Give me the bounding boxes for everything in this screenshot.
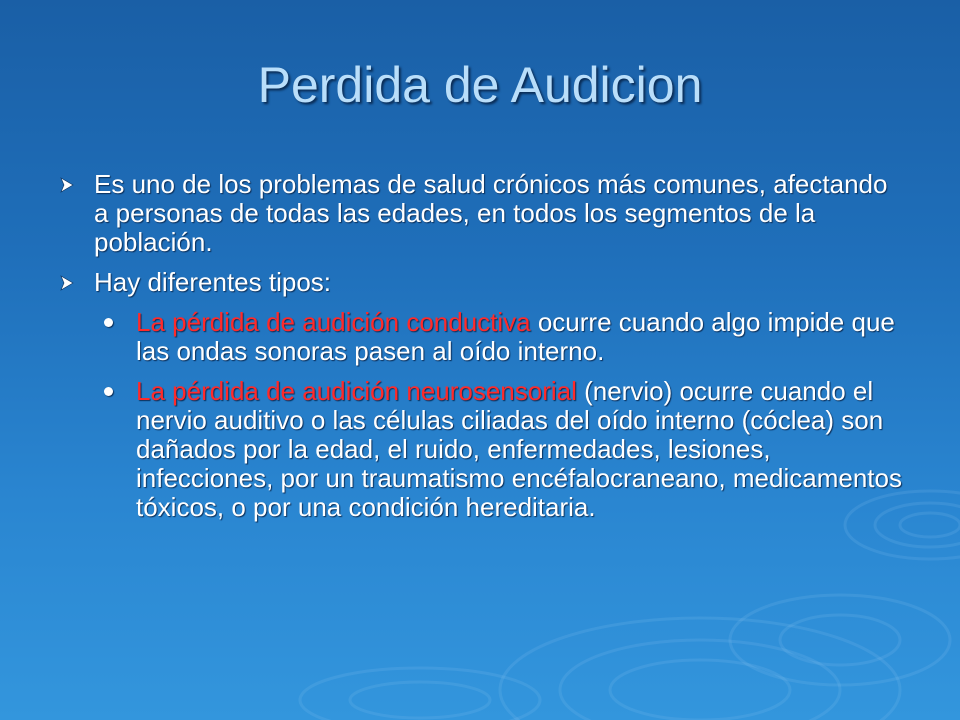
dot-icon (104, 387, 113, 396)
sub-bullet-item (102, 377, 908, 522)
sub-bullet-text: ocurre cuando algo impide que las ondas sonoras pasen al oído interno. (136, 307, 895, 366)
arrow-right-icon (58, 274, 76, 292)
sub-bullet-item (102, 308, 908, 366)
bullet-text: Hay diferentes tipos: (94, 267, 332, 297)
dot-icon (104, 318, 113, 327)
bullet-item (58, 268, 908, 297)
arrow-right-icon (58, 176, 76, 194)
slide-body (58, 170, 908, 533)
bullet-text: Es uno de los problemas de salud crónicos más comunes, afectando a personas de todas las edades, en todos los segmentos de la población. (94, 169, 888, 257)
bullet-item (58, 170, 908, 257)
sub-bullet-text: (nervio) ocurre cuando el nervio auditivo o las células ciliadas del oído interno (cóclea) son dañados por la edad, el ruido, enfermedades, lesiones, infecciones, por un traumatismo encéfalocraneano, medicamentos tóxicos, o por una condición hereditaria. (136, 376, 902, 522)
slide-title: Perdida de Audicion (257, 57, 703, 113)
sub-bullet-highlight: La pérdida de audición neurosensorial (136, 376, 577, 406)
sub-bullet-highlight: La pérdida de audición conductiva (136, 307, 531, 337)
